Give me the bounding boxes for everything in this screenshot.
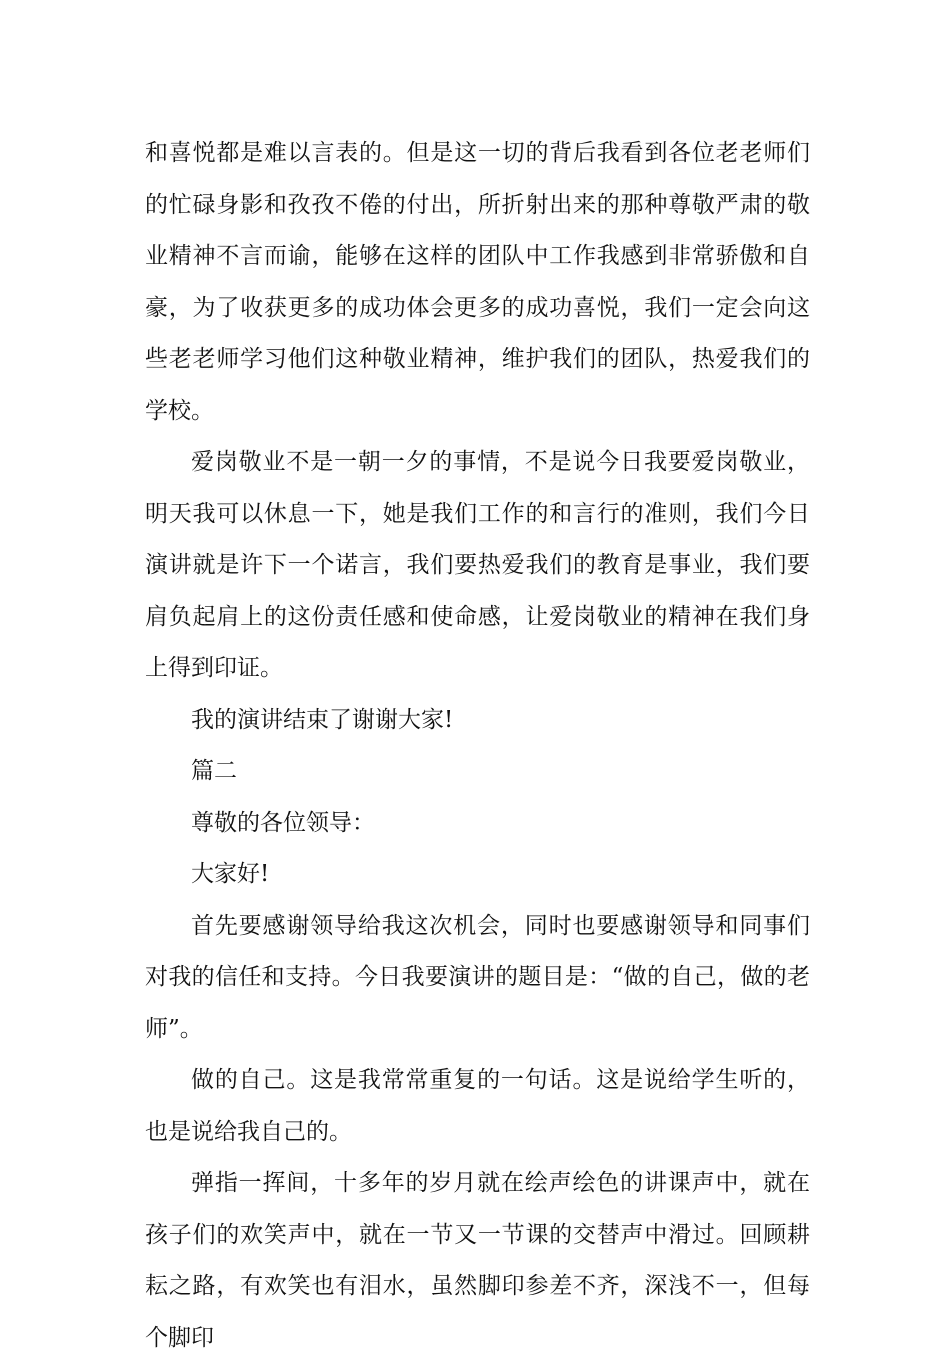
paragraph-2: 爱岗敬业不是一朝一夕的事情，不是说今日我要爱岗敬业，明天我可以休息一下，她是我们工作的和言行的准则，我们今日演讲就是许下一个诺言，我们要热爱我们的教育是事业，我们要肩负起肩上的这份责任感和使命感，让爱岗敬业的精神在我们身上得到印证。: [145, 449, 810, 681]
paragraph-8: 做的自己。这是我常常重复的一句话。这是说给学生听的，也是说给我自己的。: [145, 1067, 810, 1145]
greeting: 大家好!: [191, 861, 270, 887]
paragraph-1: 和喜悦都是难以言表的。但是这一切的背后我看到各位老老师们的忙碌身影和孜孜不倦的付出，所折射出来的那种尊敬严肃的敬业精神不言而谕，能够在这样的团队中工作我感到非常骄傲和自豪，为了收获更多的成功体会更多的成功喜悦，我们一定会向这些老老师学习他们这种敬业精神，维护我们的团队，热爱我们的学校。: [145, 140, 810, 424]
paragraph-3: 我的演讲结束了谢谢大家!: [191, 706, 454, 733]
paragraph-7: 首先要感谢领导给我这次机会，同时也要感谢领导和同事们对我的信任和支持。今日我要演讲的题目是：“做的自己，做的老师”。: [145, 912, 810, 1042]
salutation: 尊敬的各位领导：: [191, 809, 375, 836]
section-heading: 篇二: [191, 758, 237, 784]
paragraph-9: 弹指一挥间，十多年的岁月就在绘声绘色的讲课声中，就在孩子们的欢笑声中，就在一节又一节课的交替声中滑过。回顾耕耘之路，有欢笑也有泪水，虽然脚印参差不齐，深浅不一，但每个脚印: [145, 1170, 810, 1351]
document-body: [145, 128, 810, 1364]
